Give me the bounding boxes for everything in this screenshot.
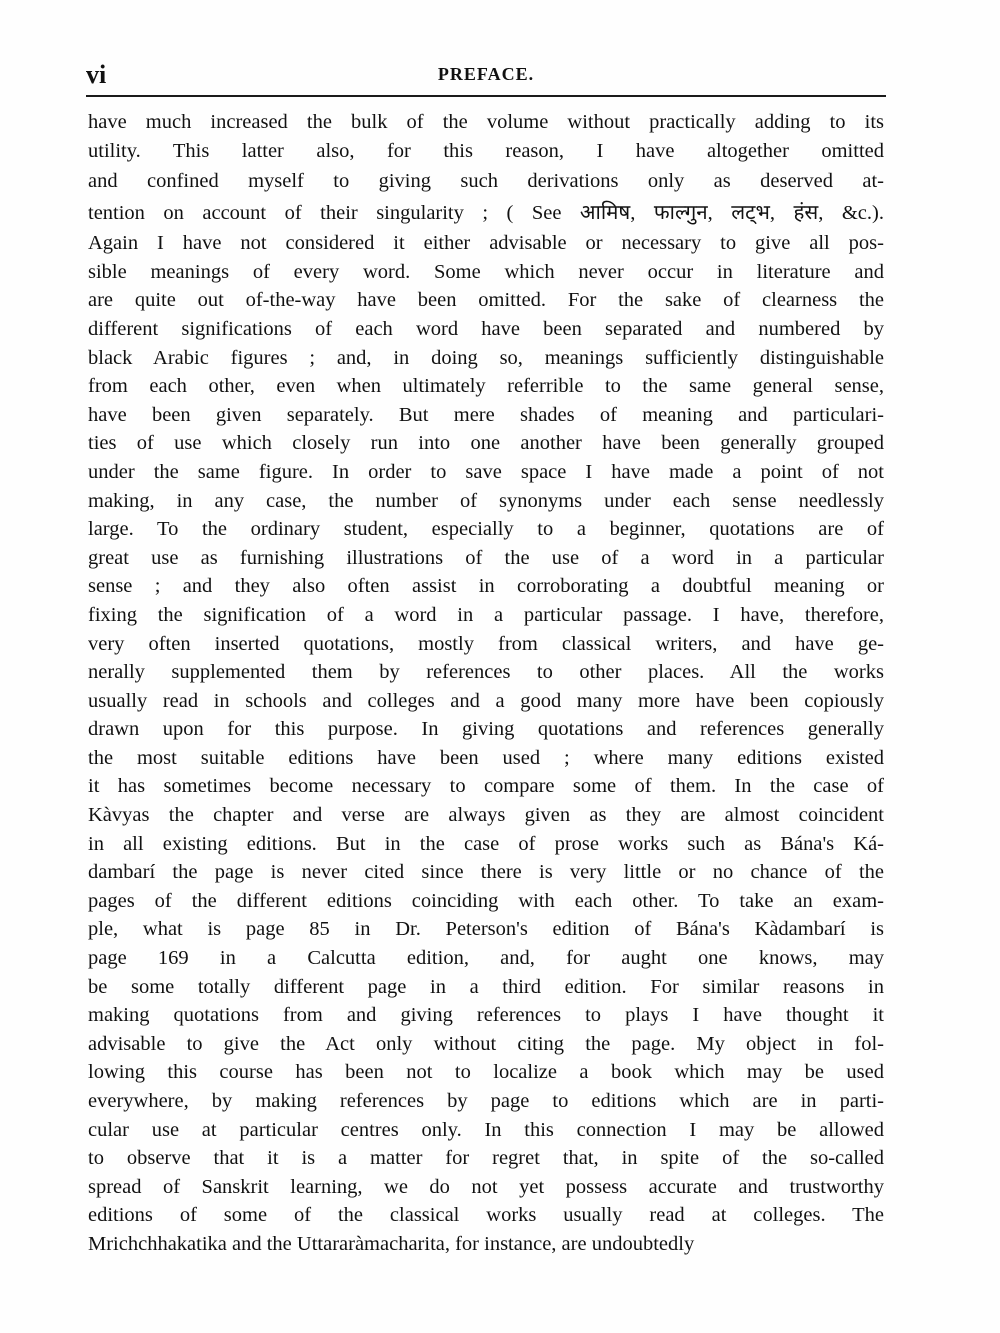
running-head: PREFACE. [437, 64, 535, 84]
text-line: everywhere, by making references by page to editions which are in parti- [88, 1090, 884, 1112]
text-line: and confined myself to giving such derivations only as deserved at- [88, 170, 884, 193]
header-rule [86, 95, 886, 97]
text-line: sible meanings of every word. Some which never occur in literature and [88, 260, 884, 283]
text-line: editions of some of the classical works usually read at colleges. The [88, 1204, 884, 1227]
text-line: cular use at particular centres only. In this connection I may be allowed [88, 1118, 884, 1141]
text-line: making quotations from and giving references to plays I have thought it [88, 1004, 884, 1027]
text-line: sense ; and they also often assist in corroborating a doubtful meaning or [88, 575, 884, 598]
text-line: dambarí the page is never cited since there is very little or no chance of the [88, 861, 884, 884]
text-line: black Arabic figures ; and, in doing so, meanings sufficiently distinguishable [88, 346, 884, 369]
text-line: page 169 in a Calcutta edition, and, for aught one knows, may [88, 947, 884, 970]
text-line: Mrichchhakatika and the Uttararàmacharita, for instance, are undoubtedly [88, 1232, 695, 1255]
body-text [88, 108, 884, 1259]
text-line: lowing this course has been not to localize a book which may be used [88, 1061, 884, 1084]
text-line: be some totally different page in a third edition. For similar reasons in [88, 975, 884, 998]
text-line: large. To the ordinary student, especially to a beginner, quotations are of [88, 518, 884, 541]
text-line: pages of the different editions coinciding with each other. To take an exam- [88, 889, 884, 912]
text-line: nerally supplemented them by references to other places. All the works [88, 661, 884, 684]
text-line: advisable to give the Act only without citing the page. My object in fol- [88, 1032, 884, 1055]
text-line: ple, what is page 85 in Dr. Peterson's edition of Bána's Kàdambarí is [88, 918, 884, 941]
text-line: from each other, even when ultimately referrible to the same general sense, [88, 375, 884, 398]
text-line: spread of Sanskrit learning, we do not yet possess accurate and trustworthy [88, 1175, 884, 1198]
text-line: have been given separately. But mere shades of meaning and particulari- [88, 403, 884, 426]
text-line: under the same figure. In order to save space I have made a point of not [88, 460, 884, 483]
text-line: it has sometimes become necessary to compare some of them. In the case of [88, 775, 884, 798]
text-line: Kàvyas the chapter and verse are always given as they are almost coincident [88, 804, 884, 827]
text-line: have much increased the bulk of the volume without practically adding to its [88, 111, 884, 133]
page-number: vi [86, 60, 107, 89]
text-line: usually read in schools and colleges and a good many more have been copiously [88, 689, 884, 712]
text-line: Again I have not considered it either advisable or necessary to give all pos- [88, 232, 884, 255]
text-line: great use as furnishing illustrations of the use of a word in a particular [88, 546, 884, 569]
text-line: making, in any case, the number of synonyms under each sense needlessly [88, 489, 884, 512]
text-line: the most suitable editions have been used ; where many editions existed [88, 746, 884, 769]
text-line: fixing the signification of a word in a particular passage. I have, therefore, [88, 603, 884, 626]
text-line: are quite out of-the-way have been omitted. For the sake of clearness the [88, 289, 884, 312]
text-line: tention on account of their singularity ; ( See आमिष, फाल्गुन, लट्भ, हंस, &c.). [88, 202, 884, 225]
text-line: drawn upon for this purpose. In giving quotations and references generally [88, 718, 884, 741]
text-line: to observe that it is a matter for regret that, in spite of the so-called [88, 1147, 884, 1170]
page-header [86, 58, 886, 92]
text-line: utility. This latter also, for this reason, I have altogether omitted [88, 139, 884, 162]
text-line: different significations of each word have been separated and numbered by [88, 317, 884, 340]
text-line: very often inserted quotations, mostly from classical writers, and have ge- [88, 632, 884, 655]
text-line: ties of use which closely run into one another have been generally grouped [88, 432, 884, 455]
text-line: in all existing editions. But in the case of prose works such as Bána's Ká- [88, 832, 884, 855]
